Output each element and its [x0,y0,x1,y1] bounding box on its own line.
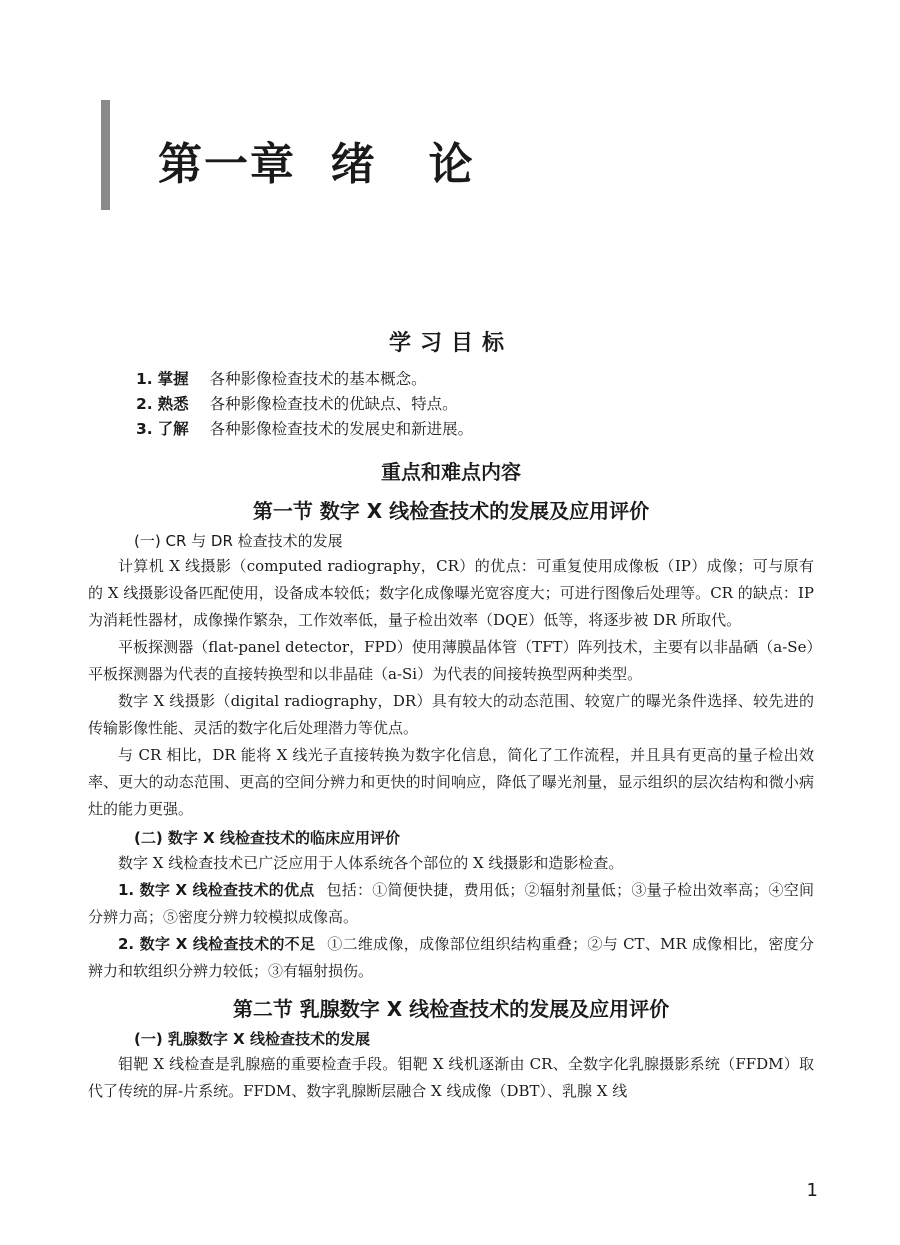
paragraph: 数字 X 线摄影（digital radiography，DR）具有较大的动态范围、较宽广的曝光条件选择、较先进的传输影像性能、灵活的数字化后处理潜力等优点。 [88,692,814,737]
objective-text: 各种影像检查技术的基本概念。 [209,370,427,388]
objective-number: 2. [136,395,153,413]
point-text: 包括：①简便快捷，费用低；②辐射剂量低；③量子检出效率高；④空间分辨力高；⑤密度分辨力较模拟成像高。 [88,881,814,926]
objective-keyword: 了解 [157,420,189,438]
objectives-list [88,367,814,442]
section-1-title: 第一节 数字 X 线检查技术的发展及应用评价 [252,499,650,523]
page-content [88,326,814,1105]
objectives-heading: 学习目标 [388,331,513,356]
point-text: ①二维成像，成像部位组织结构重叠；②与 CT、MR 成像相比，密度分辨力和软组织分辨力较低；③有辐射损伤。 [88,935,814,980]
page-number: 1 [806,1180,818,1201]
paragraph: 钼靶 X 线检查是乳腺癌的重要检查手段。钼靶 X 线机逐渐由 CR、全数字化乳腺摄影系统（FFDM）取代了传统的屏-片系统。FFDM、数字乳腺断层融合 X 线成像（DBT）、乳腺 X 线 [88,1055,814,1100]
point-lead: 1. 数字 X 线检查技术的优点 [118,881,315,899]
objective-number: 3. [136,420,153,438]
objective-text: 各种影像检查技术的发展史和新进展。 [209,420,474,438]
section-2-sub-1-title: (一) 乳腺数字 X 线检查技术的发展 [134,1030,370,1048]
objective-keyword: 掌握 [157,370,189,388]
objective-item [88,392,814,417]
paragraph: 与 CR 相比，DR 能将 X 线光子直接转换为数字化信息，简化了工作流程，并且具有更高的量子检出效率、更大的动态范围、更高的空间分辨力和更快的时间响应，降低了曝光剂量，显示组织的层次结构和微小病灶的能力更强。 [88,746,814,818]
objective-item [88,417,814,442]
section-2-title: 第二节 乳腺数字 X 线检查技术的发展及应用评价 [232,997,670,1021]
paragraph: 数字 X 线检查技术已广泛应用于人体系统各个部位的 X 线摄影和造影检查。 [118,854,624,872]
objective-keyword: 熟悉 [157,395,189,413]
objective-text: 各种影像检查技术的优缺点、特点。 [209,395,458,413]
objective-number: 1. [136,370,153,388]
section-1-sub-1-title: (一) CR 与 DR 检查技术的发展 [134,532,343,550]
section-1-sub-2-title: (二) 数字 X 线检查技术的临床应用评价 [134,829,400,847]
chapter-title: 第一章 绪 论 [158,139,475,190]
paragraph: 计算机 X 线摄影（computed radiography，CR）的优点：可重复使用成像板（IP）成像；可与原有的 X 线摄影设备匹配使用，设备成本较低；数字化成像曝光宽容度大；可进行图像后处理等。CR 的缺点：IP 为消耗性器材，成像操作繁杂，工作效率低，量子检出效率（DQE）低等，将逐步被 DR 所取代。 [88,557,814,629]
point-paragraph [88,931,814,985]
chapter-accent-bar [101,100,110,210]
objective-item [88,367,814,392]
point-paragraph [88,877,814,931]
point-lead: 2. 数字 X 线检查技术的不足 [118,935,316,953]
paragraph: 平板探测器（flat-panel detector，FPD）使用薄膜晶体管（TFT）阵列技术，主要有以非晶硒（a-Se）平板探测器为代表的直接转换型和以非晶硅（a-Si）为代表的间接转换型两种类型。 [88,638,814,683]
key-points-heading: 重点和难点内容 [381,460,521,484]
